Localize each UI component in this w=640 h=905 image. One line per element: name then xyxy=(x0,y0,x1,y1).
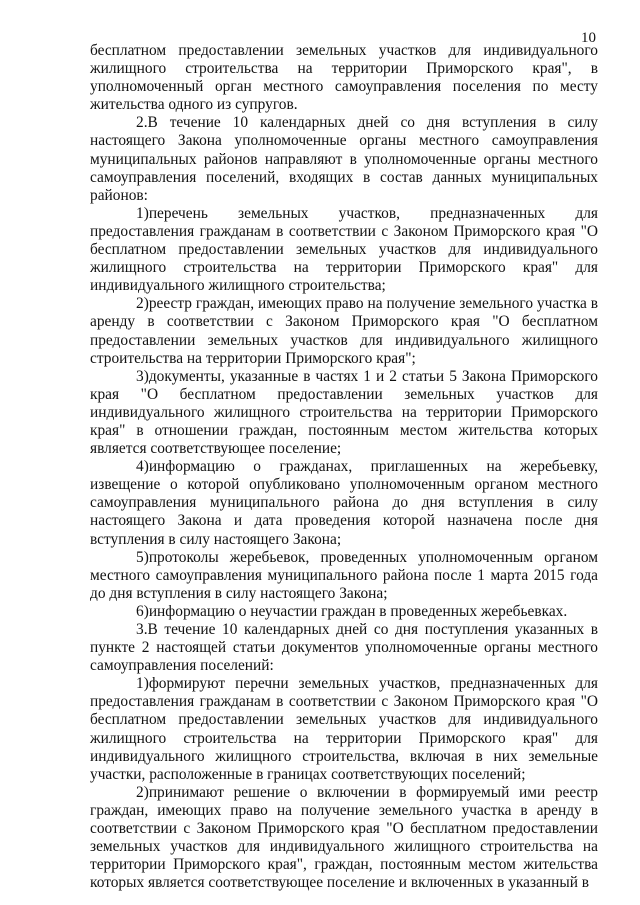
paragraph: 1)перечень земельных участков, предназначенных для предоставления гражданам в соответствии с Законом Приморского края "О бесплатном предоставлении земельных участков для индивидуального жилищного строительства на территории Приморского края" для индивидуального жилищного строительства; xyxy=(90,204,598,295)
paragraph: 2)реестр граждан, имеющих право на получение земельного участка в аренду в соответствии с Законом Приморского края "О бесплатном предоставлении земельных участков для индивидуального жилищного строительства на территории Приморского края"; xyxy=(90,295,598,367)
paragraph: 2.В течение 10 календарных дней со дня вступления в силу настоящего Закона уполномоченные органы местного самоуправления муниципальных районов направляют в уполномоченные органы местного самоуправления поселений, входящих в состав данных муниципальных районов: xyxy=(90,114,598,204)
paragraph: 4)информацию о гражданах, приглашенных на жеребьевку, извещение о которой опубликовано уполномоченным органом местного самоуправления муниципального района до дня вступления в силу настоящего Закона и дата проведения которой назначена после дня вступления в силу настоящего Закона; xyxy=(90,458,598,548)
page-number: 10 xyxy=(581,30,596,46)
paragraph: 1)формируют перечни земельных участков, предназначенных для предоставления гражданам в соответствии с Законом Приморского края "О бесплатном предоставлении земельных участков для индивидуального жилищного строительства на территории Приморского края" для индивидуального жилищного строительства, включая в них земельные участки, расположенные в границах соответствующих поселений; xyxy=(90,675,598,783)
paragraph: 3)документы, указанные в частях 1 и 2 статьи 5 Закона Приморского края "О бесплатном предоставлении земельных участков для индивидуального жилищного строительства на территории Приморского края" в отношении граждан, постоянным местом жительства которых является соответствующее поселение; xyxy=(90,367,598,458)
paragraph: 2)принимают решение о включении в формируемый ими реестр граждан, имеющих право на получение земельного участка в аренду в соответствии с Законом Приморского края "О бесплатном предоставлении земельных участков для индивидуального жилищного строительства на территории Приморского края", граждан, постоянным местом жительства которых является соответствующее поселение и включенных в указанный в xyxy=(90,783,598,892)
paragraph: бесплатном предоставлении земельных участков для индивидуального жилищного строительства на территории Приморского края", в уполномоченный орган местного самоуправления поселения по месту жительства одного из супругов. xyxy=(90,42,598,114)
paragraph: 5)протоколы жеребьевок, проведенных уполномоченным органом местного самоуправления муниципального района после 1 марта 2015 года до дня вступления в силу настоящего Закона; xyxy=(90,548,598,602)
paragraph: 6)информацию о неучастии граждан в проведенных жеребьевках. xyxy=(136,602,568,620)
paragraph: 3.В течение 10 календарных дней со дня поступления указанных в пункте 2 настоящей статьи документов уполномоченные органы местного самоуправления поселений: xyxy=(90,621,598,675)
document-body xyxy=(90,42,598,892)
